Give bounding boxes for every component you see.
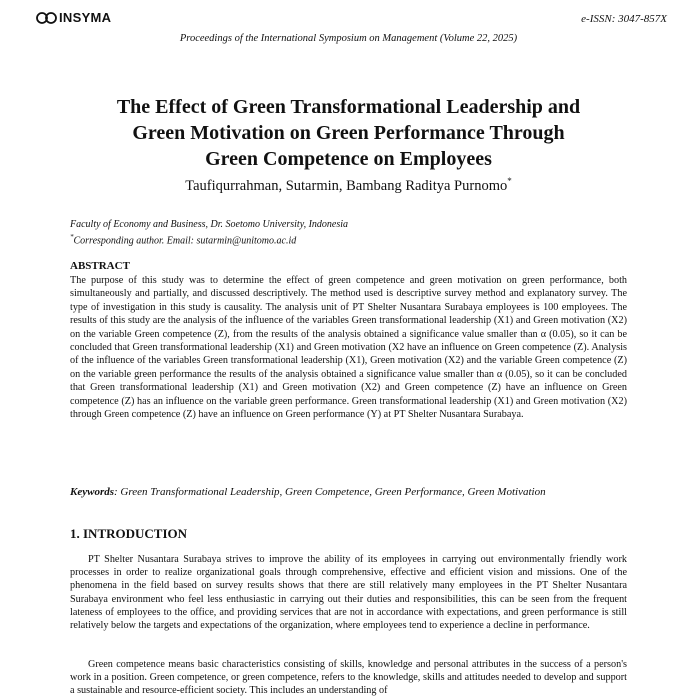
keywords-text: : Green Transformational Leadership, Green Competence, Green Performance, Green Motivation [114, 486, 546, 498]
logo-text: INSYMA [59, 10, 112, 25]
proceedings-line: Proceedings of the International Symposium on Management (Volume 22, 2025) [179, 33, 518, 44]
affiliation: Faculty of Economy and Business, Dr. Soetomo University, Indonesia [70, 219, 349, 230]
issn-text: e-ISSN: 3047-857X [581, 13, 667, 25]
author-list [40, 176, 657, 195]
title-line-3: Green Competence on Employees [205, 148, 492, 170]
corresponding-mark: * [70, 233, 74, 241]
abstract-text: The purpose of this study was to determine the effect of green competence and green motivation on green performance, both simultaneously and partially, and discussed descriptively. The method used is descriptive survey method and explanatory survey. The type of investigation in this study is causality. The analysis unit of PT Shelter Nusantara Surabaya employees is 100 employees. The results of this study are the analysis of the influence of the variables Green transformational leadership (X1) and Green motivation (X2) on the variable Green competence (Z), from the results of the analysis obtained a significance value smaller than α (0.05), so it can be concluded that Green transformational leadership (X1) and Green motivation (X2 have an influence on Green competence (Z). Analysis of the influence of the variables Green transformational leadership (X1), Green motivation (X2) and the variable Green competence (Z) on the variable green performance the results of the analysis obtained a significance value smaller than α (0.05), so it can be concluded that Green transformational leadership (X1) and Green motivation (X2) and Green competence (Z) have an influence on Green competence (Z) has an influence on the variable green performance. Green transformational leadership (X1) and Green motivation (X2) through Green competence (Z) have an influence on Green performance (Y) at PT Shelter Nusantara Surabaya. [70, 275, 627, 421]
corresponding-author [70, 231, 348, 247]
abstract-heading: ABSTRACT [70, 260, 130, 272]
introduction-heading: 1. INTRODUCTION [70, 526, 188, 541]
title-line-2: Green Motivation on Green Performance Through [132, 122, 565, 144]
introduction-paragraph-2: Green competence means basic characteristics consisting of skills, knowledge and personal attributes in the success of a person's work in a position. Green competence, or green competence, refers to the knowledge, skills and attitudes needed to develop and support a sustainable and resource-efficient society. This includes an understanding of [70, 659, 627, 697]
author-footnote-mark: * [507, 176, 512, 186]
affiliation-block [70, 218, 348, 247]
page-header [36, 10, 667, 32]
title-line-1: The Effect of Green Transformational Leadership and [116, 96, 581, 118]
author-names: Taufiqurrahman, Sutarmin, Bambang Raditya Purnomo [185, 177, 508, 194]
corresponding-text: Corresponding author. Email: sutarmin@unitomo.ac.id [73, 235, 297, 247]
paper-title [40, 94, 657, 172]
introduction-paragraph-1: PT Shelter Nusantara Surabaya strives to improve the ability of its employees in carrying out environmentally friendly work processes in order to realize organizational goals through comprehensive, effective and efficient vision and missions. One of the phenomena in the field based on survey results shows that there are still relatively many employees in the PT Shelter Nusantara Surabaya environment who feel less enthusiastic in carrying out their duties and responsibilities, this can be seen from the frequent lateness of employees to the office, and providing services that are not in accordance with expectations, and green performance is still relatively below the targets and expectations of the organization, where employees tend to experience a decline in performance. [70, 554, 627, 632]
keywords-label: Keywords [70, 486, 114, 498]
insyma-logo [36, 10, 111, 25]
logo-mark-icon [36, 11, 58, 25]
keywords-line [70, 486, 637, 498]
